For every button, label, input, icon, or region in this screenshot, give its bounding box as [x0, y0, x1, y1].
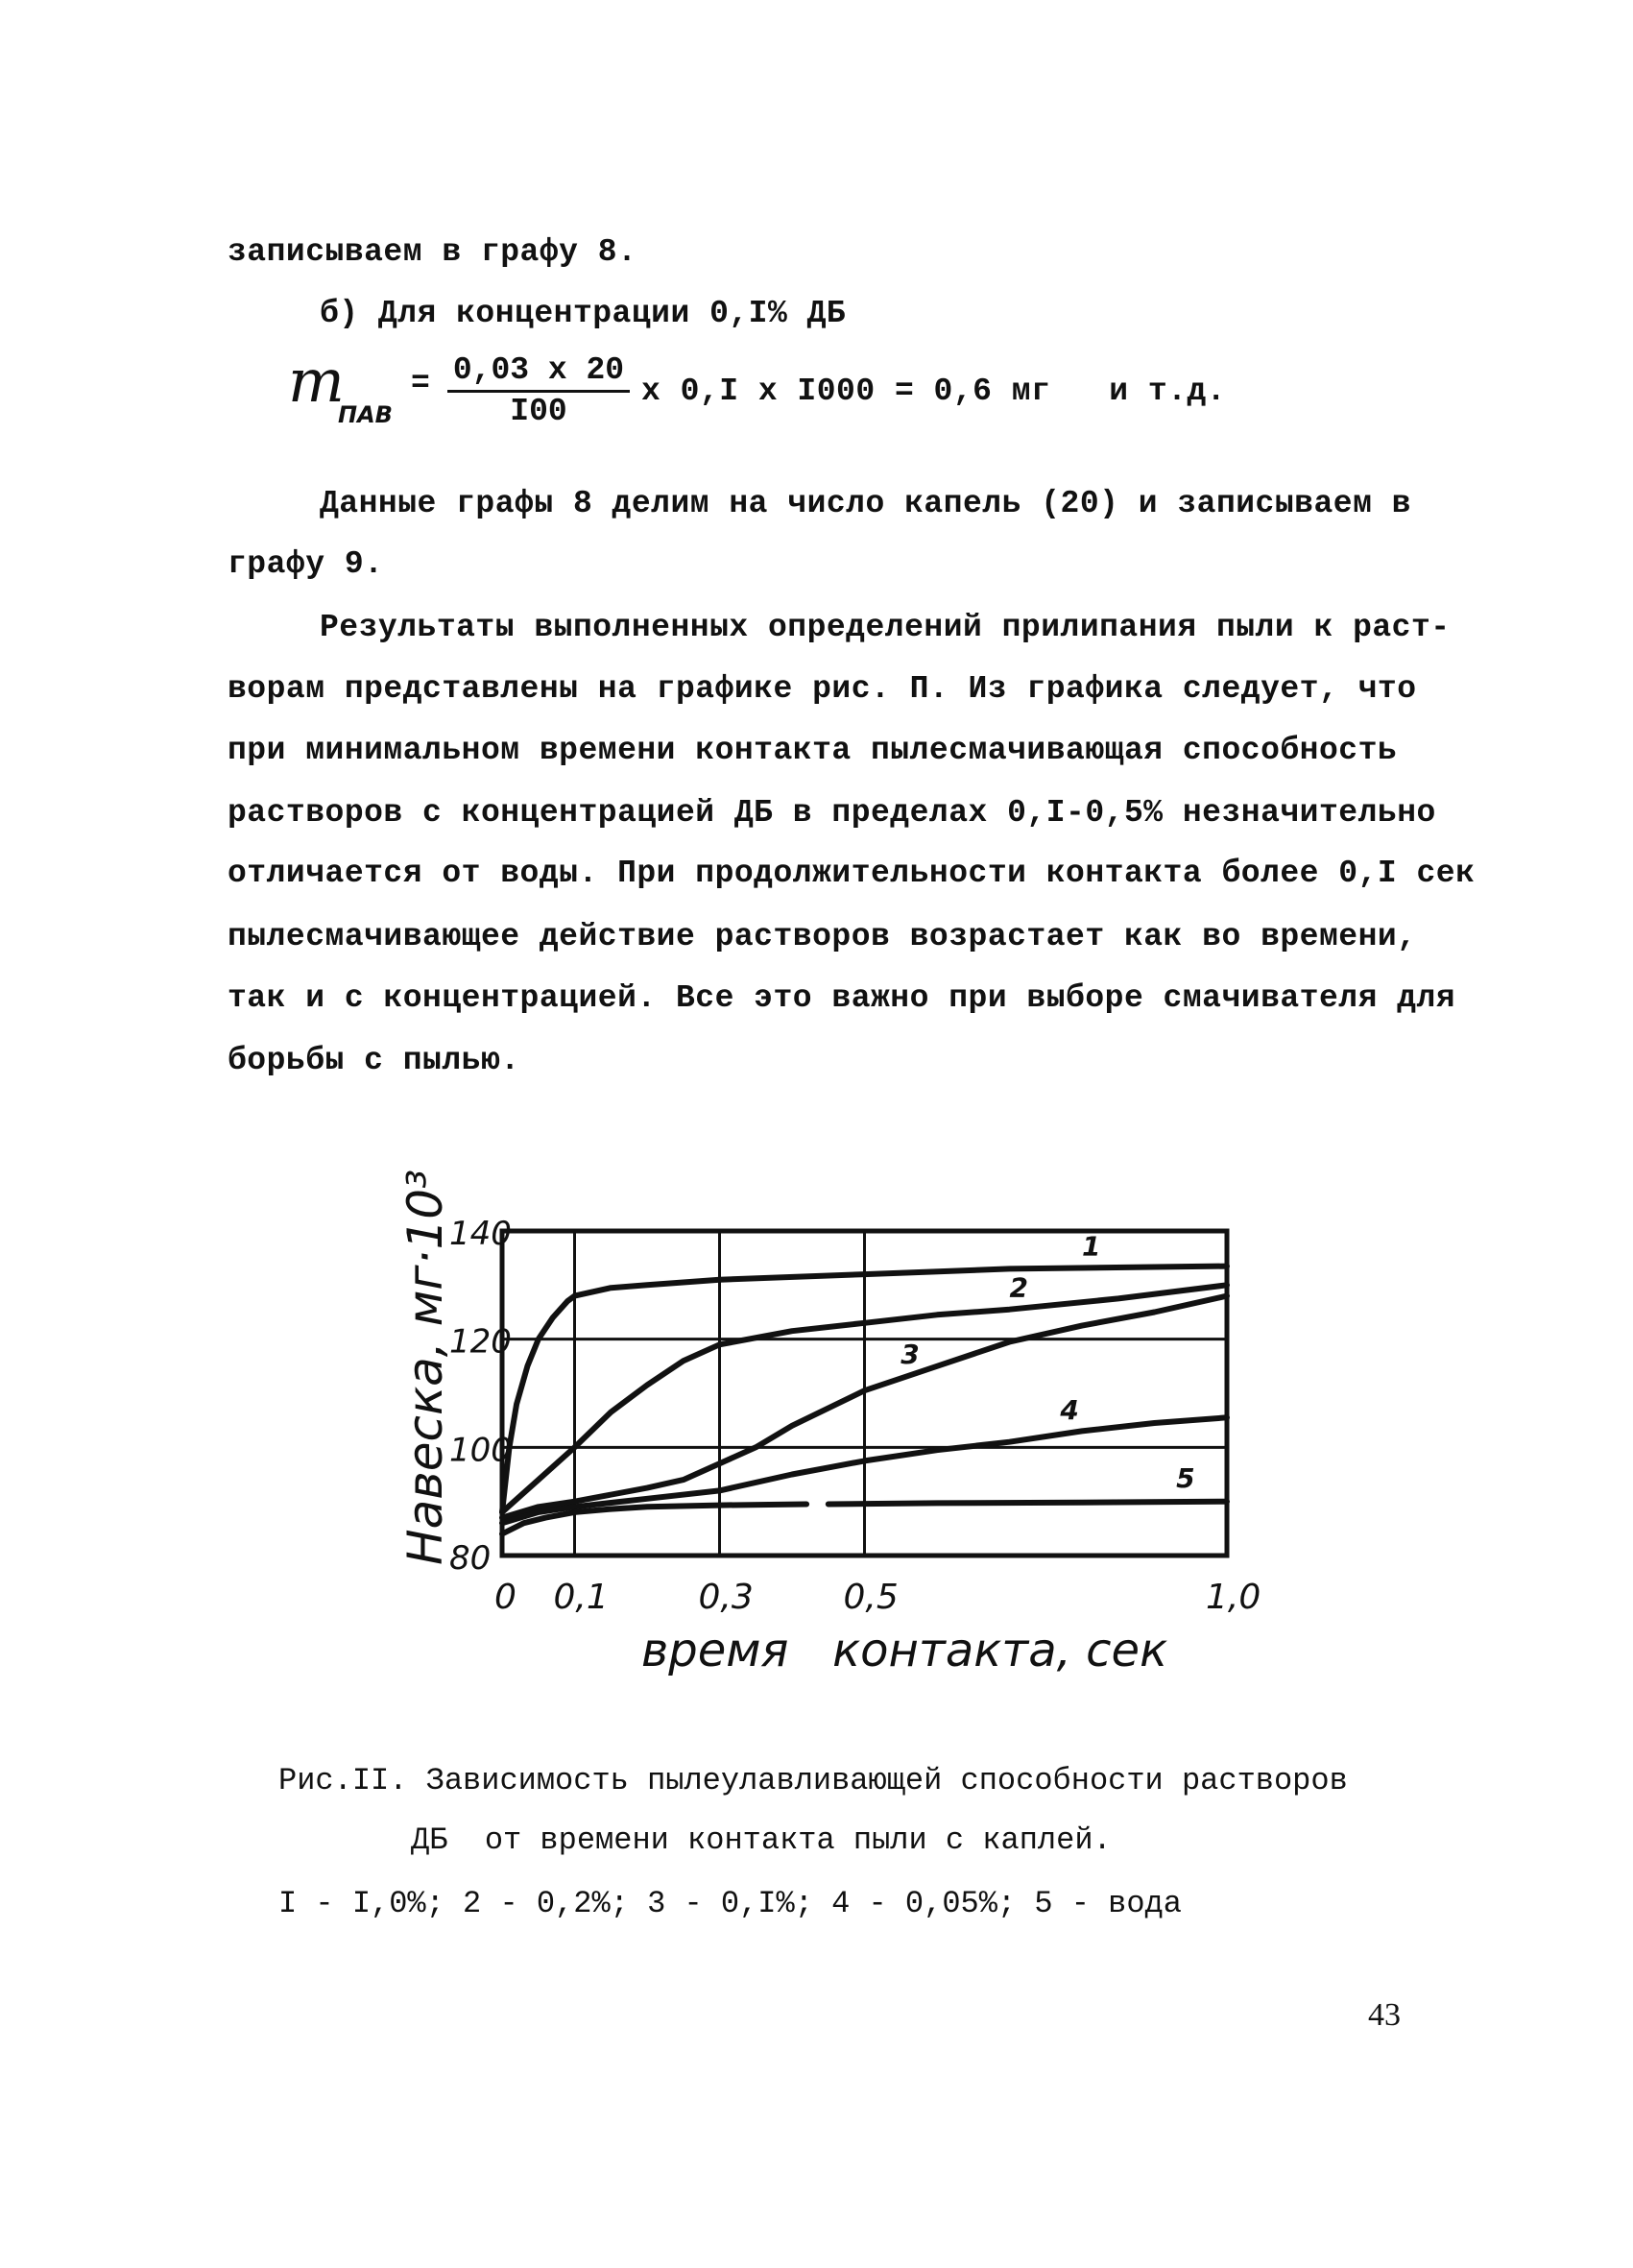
figure-legend-line: I - I,0%; 2 - 0,2%; 3 - 0,I%; 4 - 0,05%; 5 - вода [278, 1886, 1182, 1921]
para2-line: борьбы с пылью. [228, 1043, 520, 1078]
x-tick-label: 1,0 [1206, 1578, 1261, 1617]
formula-rest: x 0,I x I000 = 0,6 мг и т.д. [641, 374, 1227, 409]
x-axis-label: время контакта, сек [641, 1624, 1168, 1677]
y-tick-label: 140 [449, 1215, 512, 1253]
para2-line: ворам представлены на графике рис. П. Из графика следует, что [228, 671, 1417, 707]
formula-subscript: ПАВ [338, 401, 393, 428]
y-tick-label: 80 [449, 1539, 492, 1578]
curve-label: 5 [1176, 1462, 1195, 1495]
figure-caption-line: Рис.II. Зависимость пылеулавливающей способности растворов [278, 1763, 1348, 1798]
para2-line: отличается от воды. При продолжительности контакта более 0,I сек [228, 856, 1476, 891]
para2-line: так и с концентрацией. Все это важно при выборе смачивателя для [228, 980, 1456, 1016]
para2-line: пылесмачивающее действие растворов возрастает как во времени, [228, 919, 1417, 954]
x-tick-label: 0,1 [553, 1578, 609, 1617]
x-tick-label: 0,3 [698, 1578, 754, 1617]
curve-5-segment [829, 1502, 1227, 1505]
x-tick-label: 0 [494, 1578, 516, 1617]
y-tick-label: 100 [449, 1431, 512, 1470]
formula-denominator: I00 [510, 394, 567, 429]
figure-caption-line: ДБ от времени контакта пыли с каплей. [411, 1822, 1112, 1858]
curve-label: 4 [1060, 1394, 1079, 1427]
curve-label: 3 [901, 1339, 920, 1371]
item-b-line: б) Для концентрации 0,I% ДБ [320, 296, 847, 331]
para2-line: Результаты выполненных определений прилипания пыли к раст- [320, 610, 1451, 645]
formula-equals: = [411, 366, 431, 401]
para1-line: Данные графы 8 делим на число капель (20) и записываем в [320, 486, 1411, 521]
para2-line: при минимальном времени контакта пылесмачивающая способность [228, 733, 1398, 768]
intro-line: записываем в графу 8. [228, 234, 637, 270]
curve-label: 1 [1082, 1230, 1101, 1263]
para2-line: растворов с концентрацией ДБ в пределах 0,I-0,5% незначительно [228, 795, 1436, 831]
y-tick-label: 120 [449, 1322, 512, 1362]
y-axis-label: Навеска, мг·10³ [397, 1169, 453, 1565]
x-tick-label: 0,5 [843, 1578, 899, 1617]
formula-symbol: m [288, 346, 345, 416]
para1-line: графу 9. [228, 546, 384, 582]
page-number: 43 [1368, 1997, 1401, 2033]
curve-label: 2 [1009, 1271, 1028, 1304]
formula-numerator: 0,03 x 20 [447, 351, 630, 393]
